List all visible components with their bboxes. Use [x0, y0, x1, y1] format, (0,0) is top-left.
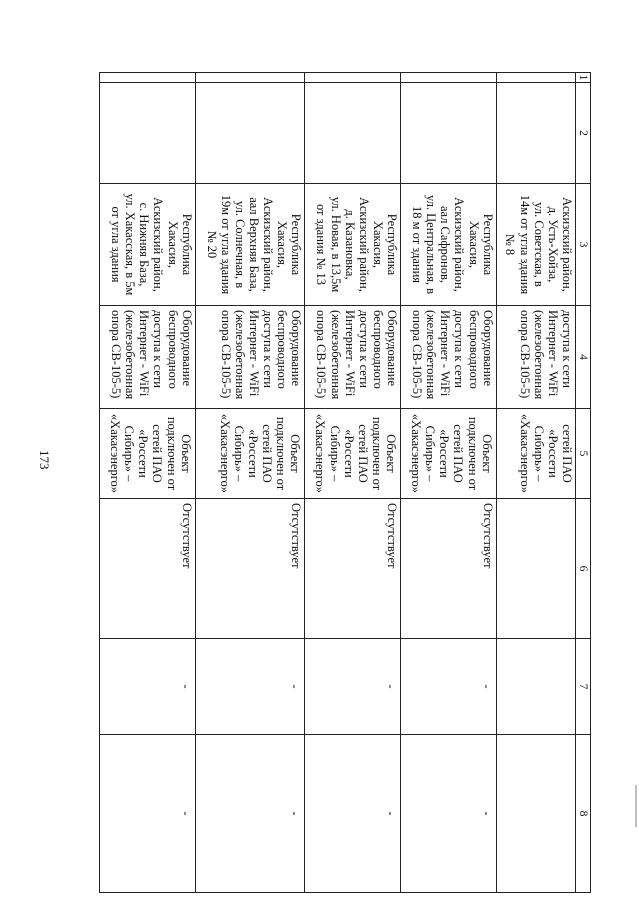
cell-equipment: доступа к сети Интернет - WiFi (железобетонная опора СВ-105-5): [496, 306, 575, 409]
column-header: 5: [576, 409, 591, 499]
cell-number: [305, 73, 401, 83]
table-row: [401, 73, 497, 893]
table-row: [496, 73, 575, 893]
column-header: 3: [576, 184, 591, 306]
table-row: [100, 73, 196, 893]
cell-col8: -: [100, 735, 196, 893]
cell-equipment: Оборудование беспроводного доступа к сети Интернет - WiFi (железобетонная опора СВ-105-5): [100, 306, 196, 409]
cell-col8: -: [305, 735, 401, 893]
cell-equipment: Оборудование беспроводного доступа к сети Интернет - WiFi (железобетонная опора СВ-105-5): [401, 306, 497, 409]
cell-address: Республика Хакасия, Аскизский район, с. Нижняя База, ул. Хакасская, в 5м от угла здания: [100, 184, 196, 306]
cell-name: [195, 83, 305, 184]
column-header: 4: [576, 306, 591, 409]
cell-col7: -: [401, 639, 497, 735]
column-header: 8: [576, 735, 591, 893]
cell-status: Отсутствует: [305, 499, 401, 639]
cell-status: Отсутствует: [401, 499, 497, 639]
cell-connection: Объект подключен от сетей ПАО «Россети Сибирь» – «Хакасэнерго»: [195, 409, 305, 499]
cell-number: [195, 73, 305, 83]
table-row: [195, 73, 305, 893]
cell-name: [305, 83, 401, 184]
cell-address: Республика Хакасия, Аскизский район, д. Казановка, ул. Новая, в 13,5м от здания № 13: [305, 184, 401, 306]
cell-connection: Объект подключен от сетей ПАО «Россети Сибирь» – «Хакасэнерго»: [401, 409, 497, 499]
cell-number: [100, 73, 196, 83]
cell-connection: Объект подключен от сетей ПАО «Россети Сибирь» – «Хакасэнерго»: [305, 409, 401, 499]
cell-col7: -: [100, 639, 196, 735]
cell-connection: Объект подключен от сетей ПАО «Россети Сибирь» – «Хакасэнерго»: [100, 409, 196, 499]
column-header: 7: [576, 639, 591, 735]
cell-name: [401, 83, 497, 184]
column-header: 1: [576, 73, 591, 83]
cell-equipment: Оборудование беспроводного доступа к сети Интернет - WiFi (железобетонная опора СВ-105-5): [305, 306, 401, 409]
table-header-row: [576, 73, 591, 893]
cell-name: [100, 83, 196, 184]
cell-address: Республика Хакасия, Аскизский район, аал Сафронов, ул. Центральная, в 18 м от здания: [401, 184, 497, 306]
cell-number: [401, 73, 497, 83]
cell-address: Республика Хакасия, Аскизский район, аал Верхняя База, ул. Солнечная, в 19м от угла здания № 20: [195, 184, 305, 306]
cell-col7: -: [305, 639, 401, 735]
cell-address: Аскизский район, д. Усть-Хойза, ул. Советская, в 14м от угла здания № 8: [496, 184, 575, 306]
cell-col7: [496, 639, 575, 735]
cell-number: [496, 73, 575, 83]
cell-equipment: Оборудование беспроводного доступа к сети Интернет - WiFi (железобетонная опора СВ-105-5): [195, 306, 305, 409]
cell-status: [496, 499, 575, 639]
cell-col7: -: [195, 639, 305, 735]
cell-status: Отсутствует: [195, 499, 305, 639]
page-number: 173: [37, 450, 52, 470]
data-table: [99, 72, 591, 893]
rotated-table-container: [99, 72, 591, 892]
cell-name: [496, 83, 575, 184]
scan-edge-mark: [635, 785, 637, 827]
cell-col8: [496, 735, 575, 893]
cell-status: Отсутствует: [100, 499, 196, 639]
column-header: 2: [576, 83, 591, 184]
cell-col8: -: [195, 735, 305, 893]
cell-col8: -: [401, 735, 497, 893]
table-row: [305, 73, 401, 893]
cell-connection: сетей ПАО «Россети Сибирь» – «Хакасэнерго»: [496, 409, 575, 499]
column-header: 6: [576, 499, 591, 639]
